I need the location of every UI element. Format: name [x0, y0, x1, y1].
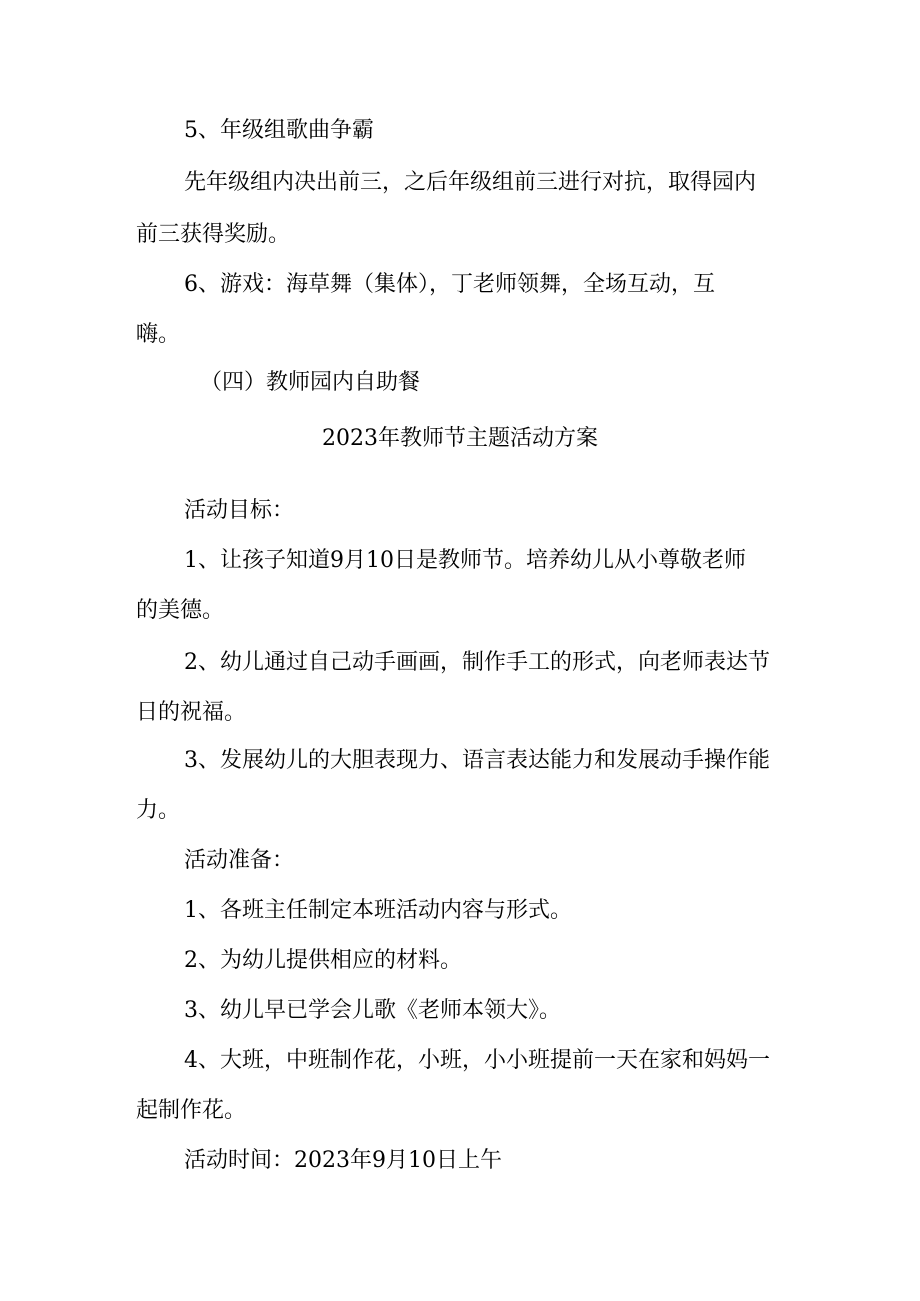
paragraph-line: 4、大班，中班制作花，小班，小小班提前一天在家和妈妈一 [184, 1048, 770, 1073]
section-heading-time: 活动时间：2023年9月10日上午 [184, 1148, 502, 1173]
paragraph-line: 日的祝福。 [136, 700, 247, 725]
paragraph-line: 1、各班主任制定本班活动内容与形式。 [184, 898, 572, 923]
item-5-heading: 5、年级组歌曲争霸 [184, 118, 374, 143]
paragraph-line: 先年级组内决出前三，之后年级组前三进行对抗，取得园内 [184, 170, 757, 195]
paragraph-line: 的美德。 [136, 598, 225, 623]
paragraph-line: 2、幼儿通过自己动手画画，制作手工的形式，向老师表达节 [184, 650, 770, 675]
section-subheading: （四）教师园内自助餐 [200, 370, 421, 395]
paragraph-line: 起制作花。 [136, 1098, 247, 1123]
paragraph-line: 1、让孩子知道9月10日是教师节。培养幼儿从小尊敬老师 [184, 548, 746, 573]
paragraph-line: 力。 [136, 798, 181, 823]
paragraph-line: 前三获得奖励。 [136, 222, 291, 247]
paragraph-line: 嗨。 [136, 322, 181, 347]
paragraph-line: 3、发展幼儿的大胆表现力、语言表达能力和发展动手操作能 [184, 748, 770, 773]
paragraph-line: 6、游戏：海草舞（集体），丁老师领舞，全场互动，互 [184, 272, 715, 297]
section-heading-preparation: 活动准备： [184, 848, 295, 873]
document-title: 2023年教师节主题活动方案 [322, 426, 598, 451]
paragraph-line: 2、为幼儿提供相应的材料。 [184, 948, 462, 973]
paragraph-line: 3、幼儿早已学会儿歌《老师本领大》。 [184, 998, 561, 1023]
section-heading-goals: 活动目标： [184, 498, 295, 523]
